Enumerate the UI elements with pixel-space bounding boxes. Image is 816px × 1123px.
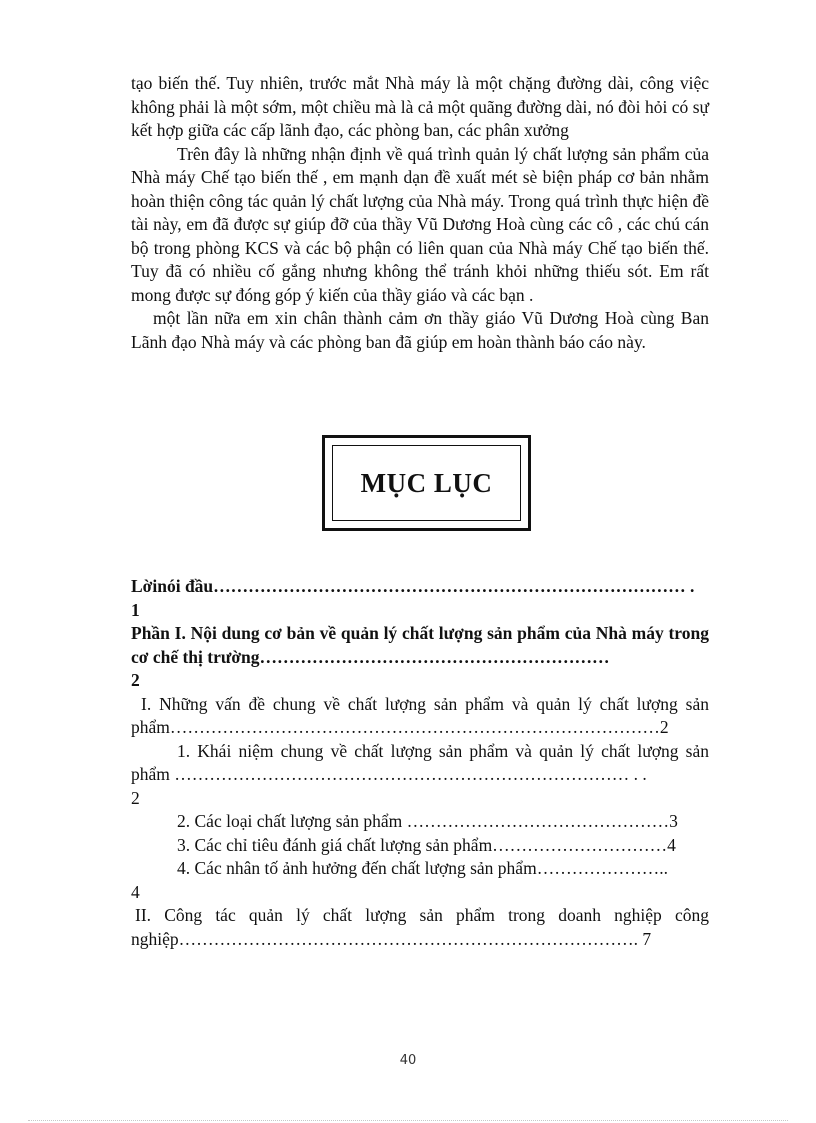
- body-text: [131, 72, 709, 354]
- toc-entry-part-1: Phần I. Nội dung cơ bản về quản lý chất lượng sản phẩm của Nhà máy trong cơ chế thị trường……………………………………………………: [131, 623, 709, 667]
- page-number: 40: [399, 1053, 417, 1068]
- page-bottom-divider: [28, 1120, 788, 1121]
- toc-title: MỤC LỤC: [332, 445, 521, 521]
- paragraph-continuation: tạo biến thế. Tuy nhiên, trước mắt Nhà máy là một chặng đường dài, công việc không phải là một sớm, một chiều mà là cả một quãng đường dài, nó đòi hỏi có sự kết hợp giữa các cấp lãnh đạo, các phòng ban, các phân xưởng: [131, 73, 709, 140]
- toc-entry-item-1-page: 2: [131, 787, 140, 808]
- table-of-contents: [131, 575, 709, 951]
- toc-entry-section-1: I. Những vấn đề chung về chất lượng sản phẩm và quản lý chất lượng sản phẩm…………………………………………………………………………2: [131, 693, 709, 737]
- paragraph-thanks: một lần nữa em xin chân thành cảm ơn thầy giáo Vũ Dương Hoà cùng Ban Lãnh đạo Nhà máy và các phòng ban đã giúp em hoàn thành báo cáo này.: [131, 308, 709, 352]
- toc-entry-item-4: 4. Các nhân tố ảnh hưởng đến chất lượng sản phẩm…………………..: [177, 858, 668, 878]
- toc-entry-item-2: 2. Các loại chất lượng sản phẩm ………………………………………3: [177, 811, 678, 831]
- toc-entry-intro: Lờinói đầu……………………………………………………………………… .: [131, 576, 695, 596]
- toc-entry-item-4-page: 4: [131, 881, 140, 902]
- toc-entry-section-2: II. Công tác quản lý chất lượng sản phẩm trong doanh nghiệp công nghiệp……………………………………………………………………. 7: [131, 905, 709, 949]
- toc-title-frame: [322, 435, 531, 531]
- toc-entry-item-1: 1. Khái niệm chung về chất lượng sản phẩm và quản lý chất lượng sản phẩm …………………………………………………………………… . .: [131, 740, 709, 784]
- toc-entry-part-1-page: 2: [131, 670, 140, 690]
- paragraph-conclusion: Trên đây là những nhận định về quá trình quản lý chất lượng sản phẩm của Nhà máy Chế tạo biến thế , em mạnh dạn đề xuất mét sè biện pháp cơ bản nhằm hoàn thiện công tác quản lý chất lượng của Nhà máy. Trong quá trình thực hiện đề tài này, em đã được sự giúp đỡ của thầy Vũ Dương Hoà cùng các cô , các chú cán bộ trong phòng KCS và các bộ phận có liên quan của Nhà máy Chế tạo biến thế. Tuy đã có nhiều cố gắng nhưng không thể tránh khỏi những thiếu sót. Em rất mong được sự đóng góp ý kiến của thầy giáo và các bạn .: [131, 143, 709, 305]
- toc-entry-item-3: 3. Các chỉ tiêu đánh giá chất lượng sản phẩm…………………………4: [177, 834, 676, 855]
- toc-entry-intro-page: 1: [131, 599, 140, 620]
